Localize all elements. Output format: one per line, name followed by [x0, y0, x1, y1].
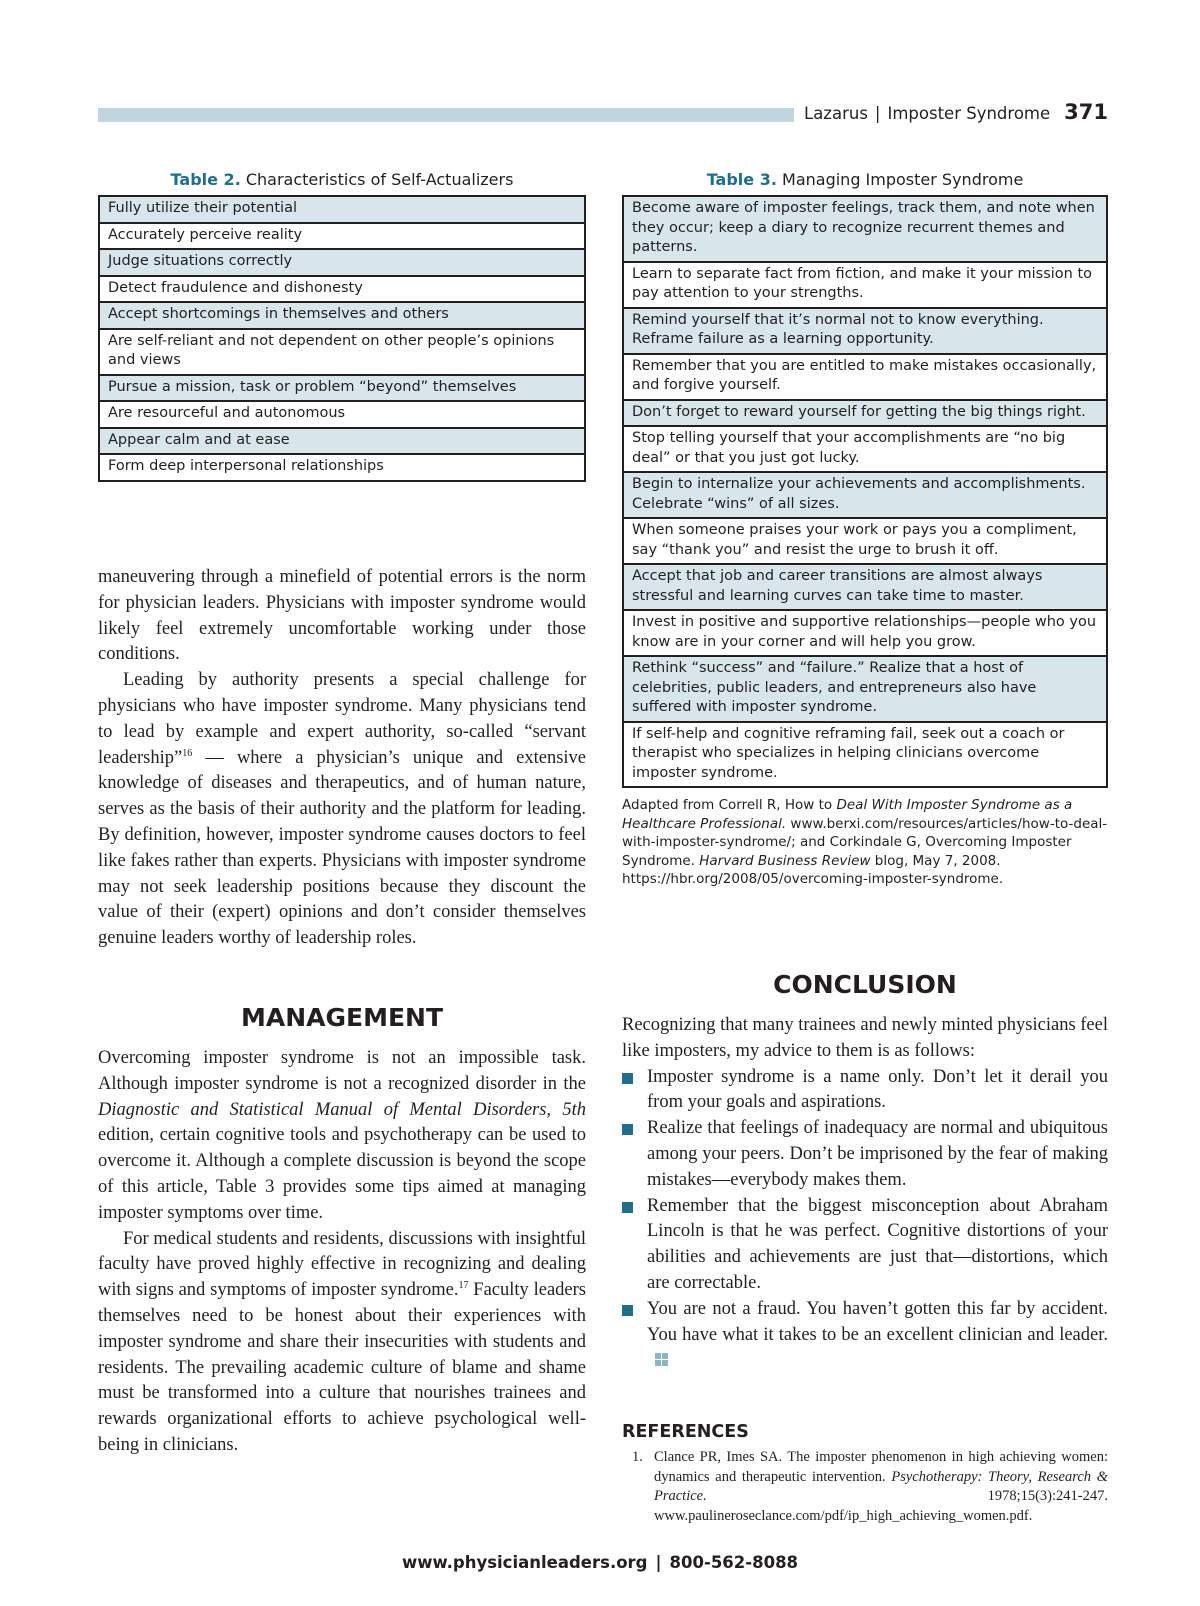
- text-run: For medical students and residents, discussions with insightful faculty have proved highly effective in recognizing and dealing with signs and symptoms of imposter syndrome.: [98, 1228, 586, 1301]
- reference-item: [622, 1448, 1108, 1526]
- square-bullet-icon: [622, 1305, 633, 1316]
- footer-phone: 800-562-8088: [669, 1553, 799, 1572]
- table-cell: Remind yourself that it’s normal not to know everything. Reframe failure as a learning opportunity.: [623, 308, 1107, 354]
- list-item-text: Remember that the biggest misconception about Abraham Lincoln is that he was perfect. Cognitive distortions of your abilities and achievements are just that—distortions, which are correctable.: [647, 1195, 1108, 1293]
- running-head-separator: |: [874, 104, 881, 123]
- table-cell: Pursue a mission, task or problem “beyond” themselves: [99, 375, 585, 402]
- table-cell: Are self-reliant and not dependent on other people’s opinions and views: [99, 329, 585, 375]
- table-cell: Remember that you are entitled to make mistakes occasionally, and forgive yourself.: [623, 354, 1107, 400]
- table-row: [99, 375, 585, 402]
- text-run: Clance PR, Imes SA. The imposter phenomenon in high achieving women: dynamics and therapeutic intervention.: [654, 1449, 1108, 1485]
- text-run-italic: Harvard Business Review: [699, 852, 871, 869]
- table-cell: Learn to separate fact from fiction, and make it your mission to pay attention to your strengths.: [623, 262, 1107, 308]
- text-run: — where a physician’s unique and extensive knowledge of diseases and therapeutics, and of human nature, serves as the basis of their authority and the platform for leading. By definition, however, imposter syndrome causes doctors to feel like fakes rather than experts. Physicians with imposter syndrome may not seek leadership positions because they discount the value of their (expert) opinions and don’t consider themselves genuine leaders worthy of leadership roles.: [98, 747, 586, 949]
- table-row: [623, 518, 1107, 564]
- table-cell: Invest in positive and supportive relationships—people who you know are in your corner and will help you grow.: [623, 610, 1107, 656]
- table-row: [623, 722, 1107, 788]
- text-run-italic: Psychotherapy: Theory, Research & Practice.: [654, 1468, 1109, 1504]
- body-paragraph: [98, 668, 586, 952]
- table-cell: Accept that job and career transitions are almost always stressful and learning curves can take time to master.: [623, 564, 1107, 610]
- conclusion-heading: CONCLUSION: [773, 970, 957, 999]
- table-cell: Fully utilize their potential: [99, 196, 585, 223]
- footer: [0, 1553, 1200, 1572]
- list-item: [622, 1194, 1108, 1297]
- text-run: edition, certain cognitive tools and psychotherapy can be used to overcome it. Although a complete discussion is beyond the scope of this article, Table 3 provides some tips aimed at managing imposter symptoms over time.: [98, 1125, 586, 1223]
- running-head-author: Lazarus: [804, 104, 868, 123]
- text-run: www.berxi.com/resources/articles/how-to-deal-with-imposter-syndrome/; and Corkindale G, Overcoming Imposter Syndrome.: [622, 815, 1108, 869]
- square-bullet-icon: [622, 1124, 633, 1135]
- table-cell: Detect fraudulence and dishonesty: [99, 276, 585, 303]
- references-section: [622, 1422, 1108, 1526]
- list-item-text: Imposter syndrome is a name only. Don’t let it derail you from your goals and aspirations.: [647, 1066, 1108, 1113]
- table-cell: Stop telling yourself that your accomplishments are “no big deal” or that you just got lucky.: [623, 426, 1107, 472]
- table-row: [623, 656, 1107, 722]
- table-cell: Rethink “success” and “failure.” Realize that a host of celebrities, public leaders, and entrepreneurs also have suffered with imposter syndrome.: [623, 656, 1107, 722]
- table-cell: Are resourceful and autonomous: [99, 401, 585, 428]
- text-run-italic: Diagnostic and Statistical Manual of Mental Disorders, 5th: [98, 1099, 586, 1120]
- advice-list: [622, 1065, 1108, 1375]
- square-bullet-icon: [622, 1202, 633, 1213]
- list-item: [622, 1297, 1108, 1374]
- table-row: [99, 276, 585, 303]
- footer-website: www.physicianleaders.org: [401, 1553, 648, 1572]
- left-body: [98, 565, 586, 952]
- text-run: Overcoming imposter syndrome is not an impossible task. Although imposter syndrome is not a recognized disorder in the: [98, 1048, 586, 1094]
- running-head: [804, 104, 1050, 123]
- list-item: [622, 1065, 1108, 1117]
- body-paragraph: [98, 1046, 586, 1227]
- table-cell: Become aware of imposter feelings, track them, and note when they occur; keep a diary to recognize recurrent themes and patterns.: [623, 196, 1107, 262]
- text-run: blog, May 7, 2008. https://hbr.org/2008/05/overcoming-imposter-syndrome.: [622, 852, 1004, 887]
- table-2-caption: [98, 170, 586, 189]
- table-3-block: [622, 170, 1108, 889]
- table-3-number: Table 3.: [706, 170, 777, 189]
- table-2-number: Table 2.: [170, 170, 241, 189]
- table-cell: Accurately perceive reality: [99, 223, 585, 250]
- table-row: [623, 308, 1107, 354]
- end-of-article-icon: [655, 1353, 668, 1366]
- table-2-block: [98, 170, 586, 482]
- references-heading: REFERENCES: [622, 1422, 749, 1442]
- text-run: Leading by authority presents a special challenge for physicians who have imposter syndrome. Many physicians tend to lead by example and expert authority, so-called “servant leadership”: [98, 670, 586, 768]
- table-cell: When someone praises your work or pays you a compliment, say “thank you” and resist the urge to brush it off.: [623, 518, 1107, 564]
- table-3: [622, 195, 1108, 788]
- table-cell: Judge situations correctly: [99, 249, 585, 276]
- references-list: [622, 1448, 1108, 1526]
- table-row: [623, 426, 1107, 472]
- table-row: [623, 354, 1107, 400]
- table-row: [623, 564, 1107, 610]
- table-3-source-note: [622, 796, 1108, 889]
- management-section: [98, 1003, 586, 1459]
- table-cell: Accept shortcomings in themselves and others: [99, 302, 585, 329]
- table-row: [99, 196, 585, 223]
- table-cell: Begin to internalize your achievements and accomplishments. Celebrate “wins” of all sizes.: [623, 472, 1107, 518]
- text-run: 1978;15(3):241-247. www.paulineroseclance.com/pdf/ip_high_achieving_women.pdf.: [654, 1488, 1108, 1524]
- footer-separator: |: [655, 1553, 662, 1572]
- list-item-text: You are not a fraud. You haven’t gotten this far by accident. You have what it takes to be an excellent clinician and leader.: [647, 1298, 1108, 1345]
- body-paragraph: [98, 1227, 586, 1459]
- table-row: [623, 262, 1107, 308]
- table-row: [623, 610, 1107, 656]
- table-row: [99, 401, 585, 428]
- table-2-title: Characteristics of Self-Actualizers: [245, 170, 514, 189]
- text-run: Adapted from Correll R, How to: [622, 797, 837, 813]
- table-3-caption: [622, 170, 1108, 189]
- table-row: [99, 428, 585, 455]
- table-row: [99, 223, 585, 250]
- table-row: [99, 302, 585, 329]
- table-row: [623, 196, 1107, 262]
- page-number: 371: [1064, 100, 1108, 124]
- text-run: Faculty leaders themselves need to be honest about their experiences with imposter syndrome and share their insecurities with students and residents. The prevailing academic culture of blame and shame must be transformed into a culture that nourishes trainees and rewards organizational efforts to achieve psychological well-being in clinicians.: [98, 1280, 586, 1455]
- table-row: [99, 249, 585, 276]
- table-3-title: Managing Imposter Syndrome: [782, 170, 1024, 189]
- table-cell: Form deep interpersonal relationships: [99, 454, 585, 481]
- management-heading: MANAGEMENT: [240, 1003, 444, 1032]
- table-row: [623, 400, 1107, 427]
- citation-superscript: 17: [458, 1280, 469, 1292]
- table-row: [623, 472, 1107, 518]
- header-bar: [98, 108, 794, 122]
- square-bullet-icon: [622, 1073, 633, 1084]
- table-2: [98, 195, 586, 482]
- table-cell: Appear calm and at ease: [99, 428, 585, 455]
- table-row: [99, 329, 585, 375]
- citation-superscript: 16: [182, 747, 193, 759]
- running-head-title: Imposter Syndrome: [887, 104, 1051, 123]
- table-cell: If self-help and cognitive reframing fail, seek out a coach or therapist who specializes in helping clinicians overcome imposter syndrome.: [623, 722, 1107, 788]
- conclusion-intro: Recognizing that many trainees and newly minted physicians feel like imposters, my advice to them is as follows:: [622, 1015, 1108, 1061]
- reference-number: 1.: [632, 1449, 643, 1465]
- conclusion-section: [622, 970, 1108, 1374]
- table-cell: Don’t forget to reward yourself for getting the big things right.: [623, 400, 1107, 427]
- list-item-text: Realize that feelings of inadequacy are normal and ubiquitous among your peers. Don’t be imprisoned by the fear of making mistakes—everybody makes them.: [647, 1118, 1108, 1190]
- table-row: [99, 454, 585, 481]
- text-run-italic: Deal With Imposter Syndrome as a Healthcare Professional.: [622, 797, 1073, 832]
- list-item: [622, 1116, 1108, 1193]
- body-paragraph: maneuvering through a minefield of potential errors is the norm for physician leaders. Physicians with imposter syndrome would likely feel extremely uncomfortable working under those conditions.: [98, 567, 586, 665]
